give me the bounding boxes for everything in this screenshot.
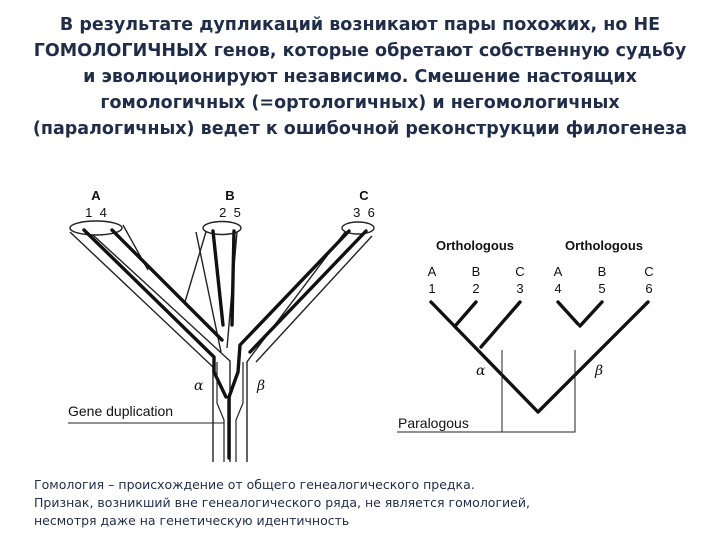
beta-label-right: β	[595, 363, 604, 379]
species-tree-branches	[431, 302, 648, 412]
title-line-2: ГОМОЛОГИЧНЫХ генов, которые обретают собственную судьбу	[33, 41, 687, 61]
leaf-number-1: 1	[428, 281, 436, 296]
orthologous-label-right: Orthologous	[565, 238, 643, 253]
title-line-5: (паралогичных) ведет к ошибочной реконструкции филогенеза	[32, 119, 688, 139]
leaf-letter-2: B	[471, 264, 481, 279]
leaf-number-4: 4	[554, 281, 562, 296]
title-line-3: и эволюционируют независимо. Смешение настоящих	[83, 67, 637, 87]
alpha-label-left: α	[194, 378, 204, 394]
gene-duplication-label: Gene duplication	[68, 403, 174, 419]
caption-line-2: Признак, возникший вне генеалогического ряда, не является гомологией,	[34, 495, 530, 510]
species-label-c: C	[359, 188, 369, 203]
leaf-letter-3: C	[515, 264, 525, 279]
leaf-letter-5: B	[597, 264, 607, 279]
gene-tree-left	[68, 188, 375, 462]
leaf-number-3: 3	[516, 281, 524, 296]
leaf-number-5: 5	[598, 281, 606, 296]
beta-label-left: β	[257, 378, 266, 394]
species-tree-right	[397, 238, 654, 432]
leaf-number-2: 2	[472, 281, 480, 296]
species-label-a: A	[91, 188, 101, 203]
caption-line-3: несмотря даже на генетическую идентичность	[34, 513, 350, 528]
caption	[34, 476, 674, 530]
alpha-label-right: α	[476, 363, 486, 379]
leaf-letter-1: A	[427, 264, 437, 279]
caption-line-1: Гомология – происхождение от общего генеалогического предка.	[34, 477, 475, 492]
leaf-letter-6: C	[644, 264, 654, 279]
gene-lineages	[84, 230, 366, 458]
gene-numbers-a: 1 4	[85, 205, 107, 220]
leaf-number-6: 6	[645, 281, 653, 296]
gene-numbers-c: 3 6	[353, 205, 375, 220]
leaf-letter-4: A	[553, 264, 563, 279]
paralogous-label: Paralogous	[398, 415, 469, 431]
gene-numbers-b: 2 5	[219, 205, 241, 220]
species-label-b: B	[225, 188, 235, 203]
title-line-1: В результате дупликаций возникают пары похожих, но НЕ	[59, 15, 661, 35]
orthologous-label-left: Orthologous	[436, 238, 514, 253]
title-line-4: гомологичных (=ортологичных) и негомологичных	[100, 93, 620, 113]
